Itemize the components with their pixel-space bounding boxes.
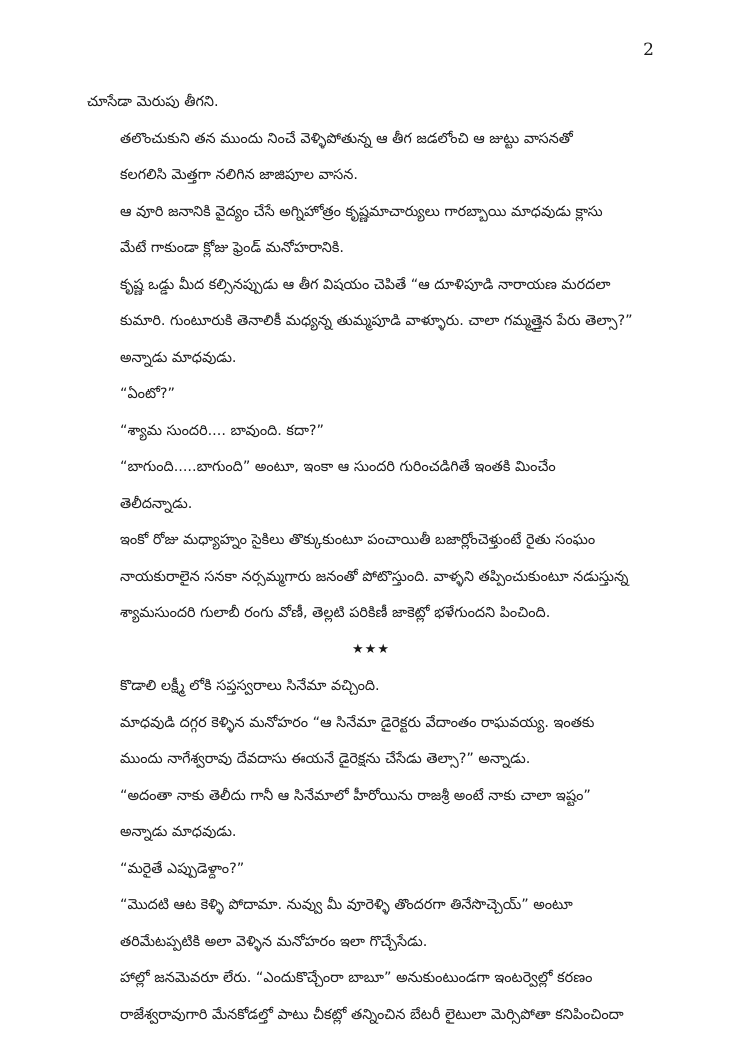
paragraph (87, 960, 655, 1033)
text-line: “బాగుంది.....బాగుంది” అంటూ, ఇంకా ఆ సుందరి గురించడిగితే ఇంతకి మించేం (120, 459, 556, 475)
text-line: “ఏంటో?” (120, 386, 176, 402)
text-line: ఆ వూరి జనానికి వైద్యం చేసే అగ్నిహోత్రం కృష్ణమాచార్యులు గారబ్బాయి మాధవుడు క్లాసు (120, 203, 603, 220)
paragraph (87, 778, 655, 851)
paragraph (87, 668, 655, 705)
text-line: ఇంకో రోజు మధ్యాహ్నం సైకిలు తొక్కుకుంటూ పంచాయితీ బజార్లోంచెళ్తుంటే రైతు సంఘం (120, 532, 596, 548)
paragraph (87, 522, 655, 632)
text-line: తలొంచుకుని తన ముందు నించే వెళ్ళిపోతున్న ఆ తీగ జడలోంచి ఆ జుట్టు వాసనతో (120, 130, 573, 147)
text-line: కృష్ణ ఒడ్డు మీద కల్సినప్పుడు ఆ తీగ విషయం చెపితే “ఆ దూళిపూడి నారాయణ మరదలా (120, 276, 611, 293)
text-line: “శ్యామ సుందరి.... బావుంది. కదా?” (120, 422, 325, 439)
text-line: తెలీదన్నాడు. (120, 495, 193, 512)
paragraph (87, 413, 655, 450)
text-line: అన్నాడు మాధవుడు. (120, 824, 237, 840)
text-line: కొడాలి లక్ష్మీ లోకి సప్తస్వరాలు సినేమా వచ్చింది. (120, 678, 380, 694)
text-line: తరిమేటప్పటికి అలా వెళ్ళిన మనోహరం ఇలా గొచ్చేసేడు. (120, 933, 428, 950)
text-line: “మరైతే ఎప్పుడెళ్దాం?” (120, 860, 245, 877)
text-line: కుమారి. గుంటూరుకి తెనాలికీ మధ్యన్న తుమ్మపూడి వాళ్ళూరు. చాలా గమ్మత్తైన పేరు తెల్సా?” (120, 313, 633, 329)
section-divider: ★★★ (352, 641, 390, 657)
text-line: “మొదటి ఆట కెళ్ళి పోదామా. నువ్వు మీ వూరెళ్ళి తొందరగా తినేసొచ్చెయ్” అంటూ (120, 897, 573, 913)
paragraph (87, 449, 655, 522)
text-line: రాజేశ్వరావుగారి మేనకోడల్తో పాటు చీకట్లో తన్నించిన బేటరీ లైటులా మెర్సిపోతా కనిపించిందా (120, 1006, 624, 1023)
paragraph (87, 267, 655, 377)
paragraph (87, 84, 655, 121)
paragraph (87, 887, 655, 960)
text-line: చూసేడా మెరుపు తీగని. (87, 94, 219, 110)
text-line: మాధవుడి దగ్గర కెళ్ళిన మనోహరం “ఆ సినేమా డైరెక్టరు వేదాంతం రాఘవయ్య. ఇంతకు (120, 714, 595, 731)
text-line: హాల్లో జనమెవరూ లేరు. “ఎందుకొచ్చేంరా బాబూ” అనుకుంటుండగా ఇంటర్వెల్లో కరణం (120, 970, 593, 986)
page-number: 2 (643, 40, 654, 60)
paragraph (87, 121, 655, 194)
paragraphs-before-divider (87, 84, 655, 632)
paragraph (87, 851, 655, 888)
paragraph (87, 194, 655, 267)
text-line: అన్నాడు మాధవుడు. (120, 349, 237, 366)
text-line: “అదంతా నాకు తెలీదు గానీ ఆ సినేమాలో హీరోయిను రాజశ్రీ అంటే నాకు చాలా ఇష్టం” (120, 787, 591, 804)
page-body (87, 84, 655, 1033)
text-line: కలగలిసి మెత్తగా నలిగిన జాజిపూల వాసన. (120, 167, 358, 183)
text-line: మేటే గాకుండా క్లోజు ఫ్రెండ్ మనోహరానికి. (120, 240, 344, 256)
text-line: నాయకురాలైన సనకా నర్సమ్మగారు జనంతో పోటొస్తుంది. వాళ్ళని తప్పించుకుంటూ నడుస్తున్న (120, 568, 629, 585)
paragraphs-after-divider (87, 668, 655, 1033)
paragraph (87, 376, 655, 413)
text-line: శ్యామసుందరి గులాబీ రంగు వోణీ, తెల్లటి పరికిణీ జాకెట్లో భళేగుందని పించింది. (120, 605, 551, 621)
text-line: ముందు నాగేశ్వరావు దేవదాసు ఈయనే డైరెక్షను చేసేడు తెల్సా?” అన్నాడు. (120, 751, 531, 767)
paragraph (87, 705, 655, 778)
